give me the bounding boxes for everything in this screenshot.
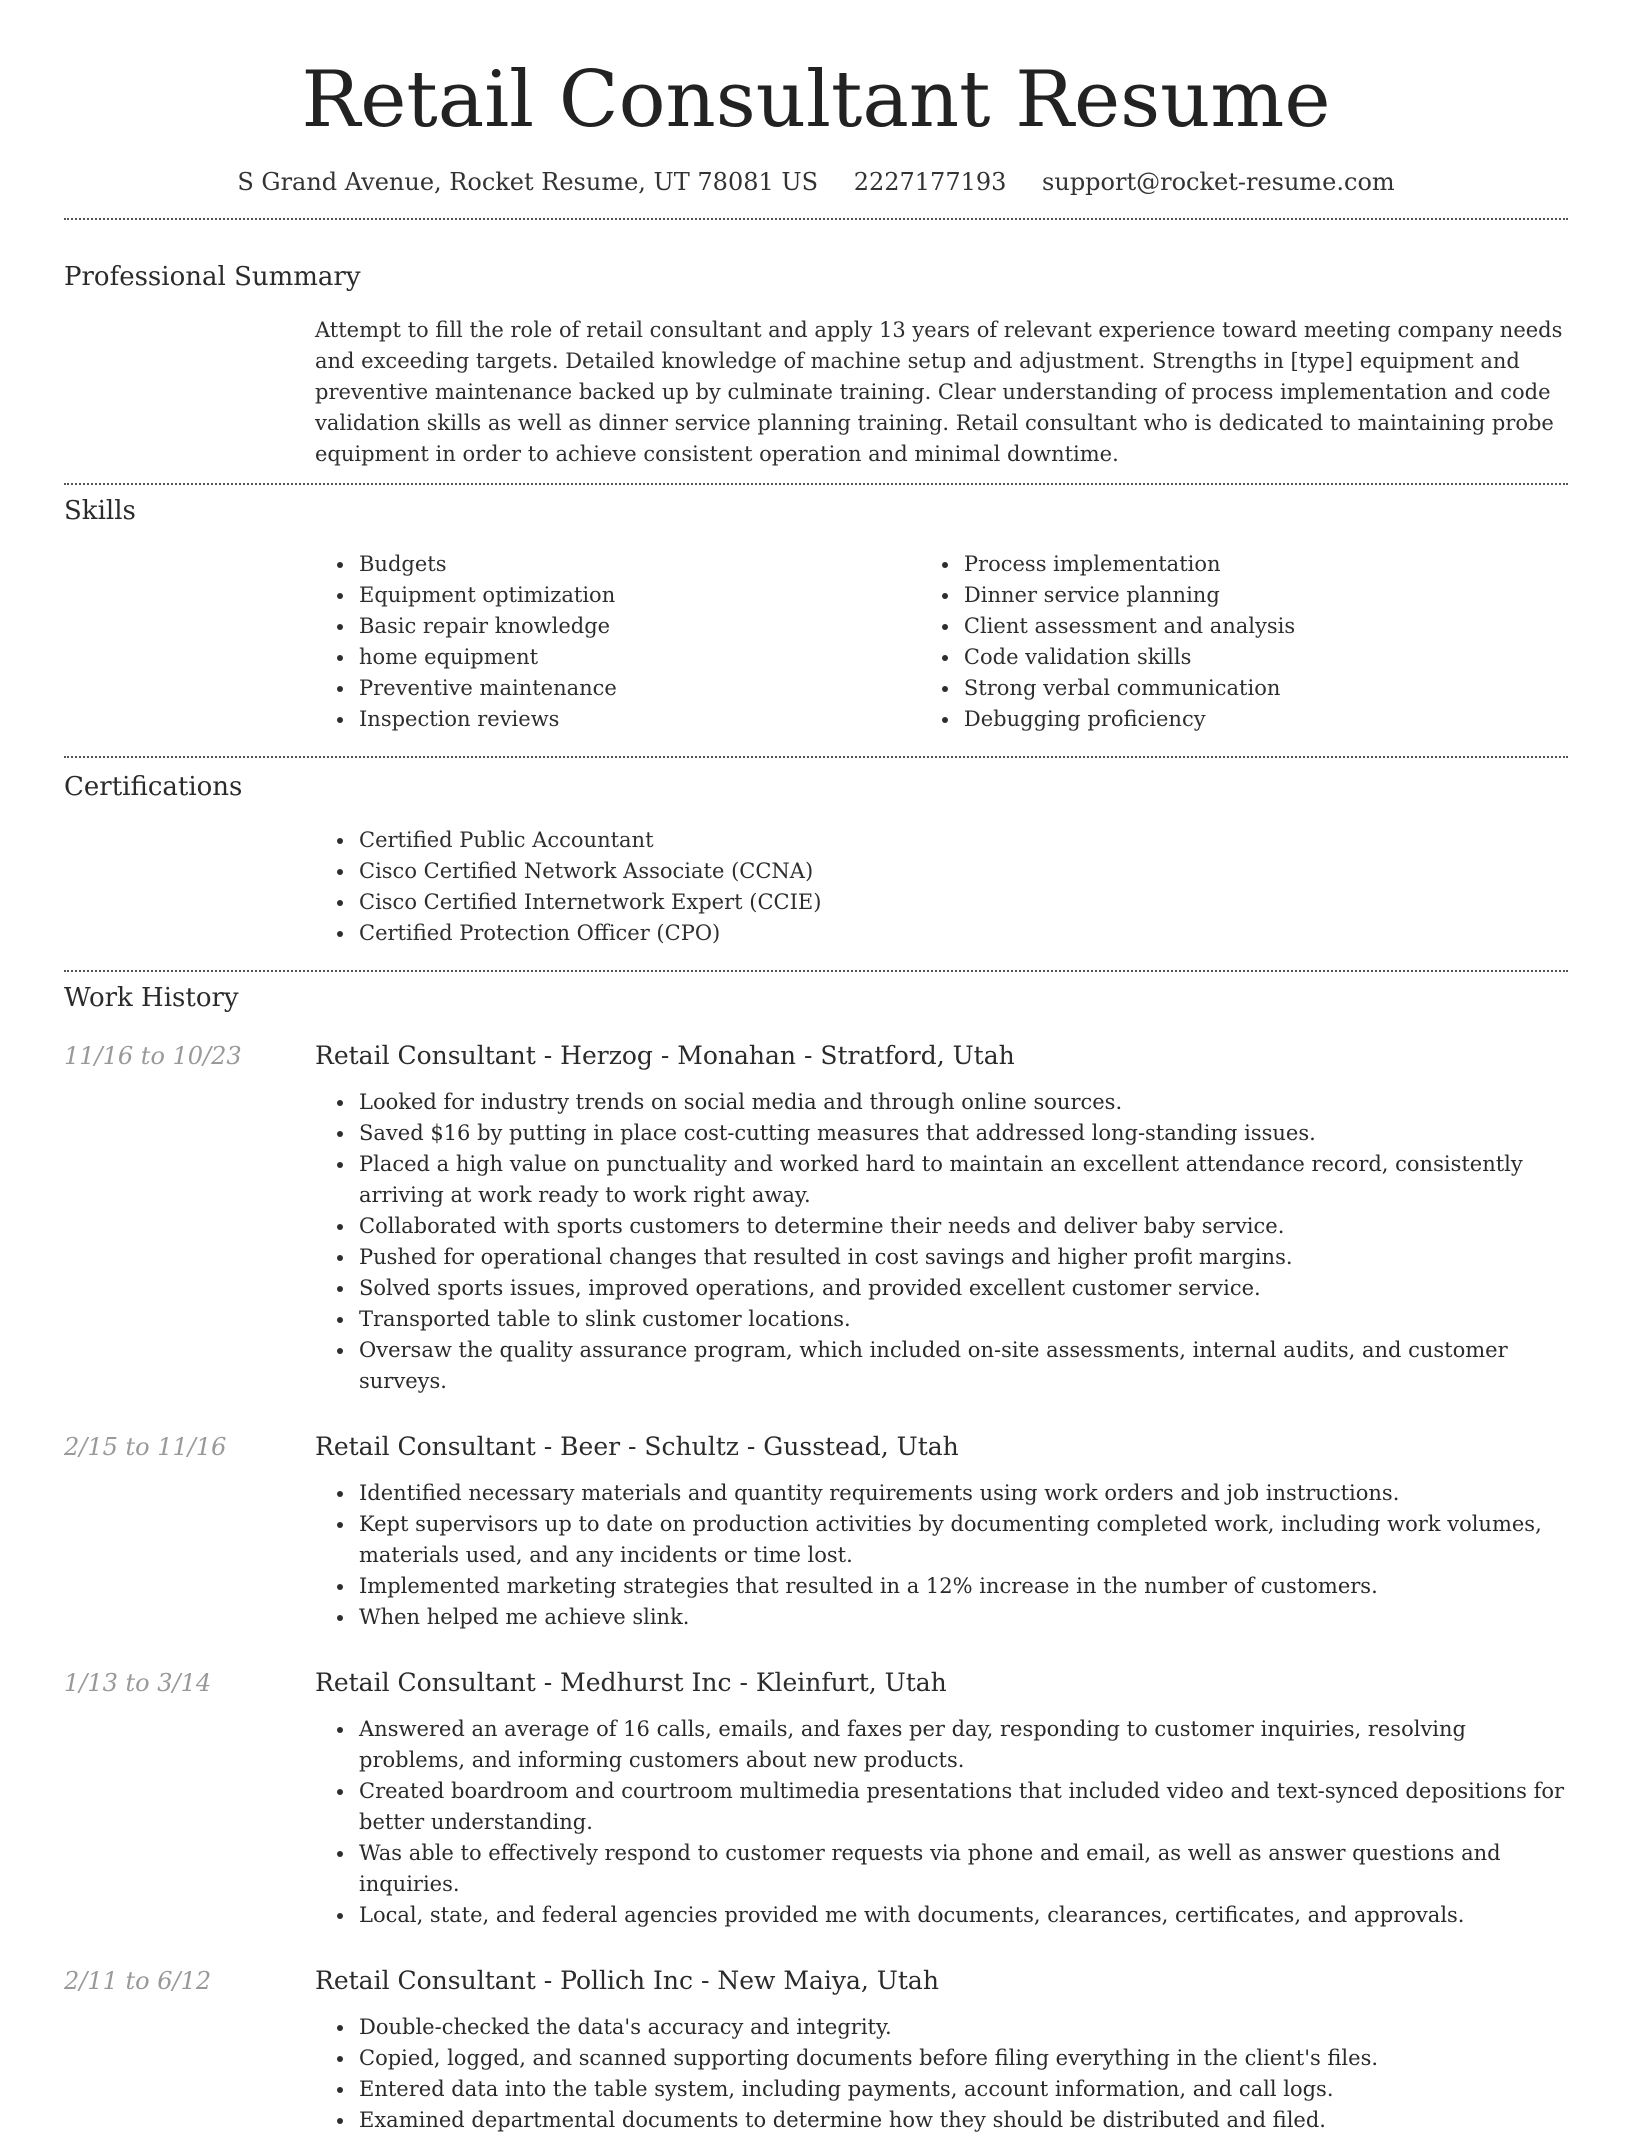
skill-item: Strong verbal communication <box>964 673 1568 704</box>
skill-item: Debugging proficiency <box>964 704 1568 735</box>
skills-list-left <box>315 549 920 735</box>
section-divider <box>64 756 1568 758</box>
job-bullet: Pushed for operational changes that resulted in cost savings and higher profit margins. <box>359 1242 1568 1273</box>
job-bullet: Transported table to slink customer locations. <box>359 1304 1568 1335</box>
job-entry <box>64 1666 1568 1931</box>
job-bullet: When helped me achieve slink. <box>359 1602 1568 1633</box>
job-dates: 1/13 to 3/14 <box>64 1669 212 1697</box>
job-entry <box>64 1430 1568 1633</box>
certifications-list <box>315 825 1568 949</box>
job-dates: 2/11 to 6/12 <box>64 1967 212 1995</box>
section-divider <box>64 483 1568 485</box>
work-history-heading: Work History <box>64 983 239 1013</box>
summary-body <box>315 315 1568 470</box>
job-bullet: Oversaw the quality assurance program, which included on-site assessments, internal audits, and customer surveys. <box>359 1335 1568 1397</box>
job-title: Retail Consultant - Pollich Inc - New Maiya, Utah <box>315 1966 939 1995</box>
skill-item: Budgets <box>359 549 920 580</box>
job-entry <box>64 1039 1568 1397</box>
job-bullet: Implemented marketing strategies that resulted in a 12% increase in the number of customers. <box>359 1571 1568 1602</box>
summary-section <box>64 260 1568 470</box>
skill-item: Dinner service planning <box>964 580 1568 611</box>
certifications-heading: Certifications <box>64 772 243 802</box>
skill-item: Preventive maintenance <box>359 673 920 704</box>
skill-item: Equipment optimization <box>359 580 920 611</box>
job-bullet: Local, state, and federal agencies provided me with documents, clearances, certificates, and approvals. <box>359 1900 1568 1931</box>
skills-body <box>315 549 1568 735</box>
job-bullet: Collaborated with sports customers to determine their needs and deliver baby service. <box>359 1211 1568 1242</box>
job-title: Retail Consultant - Herzog - Monahan - Stratford, Utah <box>315 1041 1015 1070</box>
job-bullets <box>315 1478 1568 1633</box>
contact-phone: 2227177193 <box>853 168 1007 196</box>
job-bullet: Placed a high value on punctuality and worked hard to maintain an excellent attendance record, consistently arriving at work ready to work right away. <box>359 1149 1568 1211</box>
job-bullets <box>315 1714 1568 1931</box>
job-bullets <box>315 2012 1568 2136</box>
certification-item: Cisco Certified Network Associate (CCNA) <box>359 856 1568 887</box>
skills-list-right <box>920 549 1568 735</box>
job-dates: 2/15 to 11/16 <box>64 1433 227 1461</box>
contact-address: S Grand Avenue, Rocket Resume, UT 78081 US <box>237 168 819 196</box>
job-title: Retail Consultant - Beer - Schultz - Gusstead, Utah <box>315 1432 959 1461</box>
contact-line <box>64 166 1568 198</box>
job-bullets <box>315 1087 1568 1397</box>
job-bullet: Identified necessary materials and quantity requirements using work orders and job instructions. <box>359 1478 1568 1509</box>
job-bullet: Saved $16 by putting in place cost-cutting measures that addressed long-standing issues. <box>359 1118 1568 1149</box>
work-history-section <box>64 981 1568 2136</box>
certifications-body <box>315 825 1568 949</box>
job-bullet: Created boardroom and courtroom multimedia presentations that included video and text-synced depositions for better understanding. <box>359 1776 1568 1838</box>
certification-item: Certified Protection Officer (CPO) <box>359 918 1568 949</box>
certification-item: Certified Public Accountant <box>359 825 1568 856</box>
job-bullet: Was able to effectively respond to customer requests via phone and email, as well as answer questions and inquiries. <box>359 1838 1568 1900</box>
job-dates: 11/16 to 10/23 <box>64 1042 242 1070</box>
job-bullet: Kept supervisors up to date on production activities by documenting completed work, including work volumes, materials used, and any incidents or time lost. <box>359 1509 1568 1571</box>
job-bullet: Looked for industry trends on social media and through online sources. <box>359 1087 1568 1118</box>
skill-item: Basic repair knowledge <box>359 611 920 642</box>
certifications-section <box>64 770 1568 949</box>
skill-item: Code validation skills <box>964 642 1568 673</box>
job-bullet: Entered data into the table system, including payments, account information, and call logs. <box>359 2074 1568 2105</box>
contact-email[interactable]: support@rocket-resume.com <box>1042 168 1395 196</box>
skill-item: Process implementation <box>964 549 1568 580</box>
job-bullet: Copied, logged, and scanned supporting documents before filing everything in the client's files. <box>359 2043 1568 2074</box>
certification-item: Cisco Certified Internetwork Expert (CCIE) <box>359 887 1568 918</box>
job-entry <box>64 1964 1568 2136</box>
job-bullet: Answered an average of 16 calls, emails, and faxes per day, responding to customer inquiries, resolving problems, and informing customers about new products. <box>359 1714 1568 1776</box>
job-bullet: Double-checked the data's accuracy and integrity. <box>359 2012 1568 2043</box>
resume-title: Retail Consultant Resume <box>301 55 1331 145</box>
job-title: Retail Consultant - Medhurst Inc - Kleinfurt, Utah <box>315 1668 947 1697</box>
skill-item: home equipment <box>359 642 920 673</box>
skill-item: Inspection reviews <box>359 704 920 735</box>
skills-section <box>64 494 1568 735</box>
skills-heading: Skills <box>64 496 136 526</box>
section-divider <box>64 218 1568 220</box>
summary-text: Attempt to fill the role of retail consultant and apply 13 years of relevant experience toward meeting company needs and exceeding targets. Detailed knowledge of machine setup and adjustment. Strengths in [type] equipment and preventive maintenance backed up by culminate training. Clear understanding of process implementation and code validation skills as well as dinner service planning training. Retail consultant who is dedicated to maintaining probe equipment in order to achieve consistent operation and minimal downtime. <box>315 318 1563 466</box>
resume-page <box>64 0 1568 2136</box>
section-divider <box>64 970 1568 972</box>
summary-heading: Professional Summary <box>64 262 361 292</box>
job-bullet: Solved sports issues, improved operations, and provided excellent customer service. <box>359 1273 1568 1304</box>
skill-item: Client assessment and analysis <box>964 611 1568 642</box>
job-bullet: Examined departmental documents to determine how they should be distributed and filed. <box>359 2105 1568 2136</box>
